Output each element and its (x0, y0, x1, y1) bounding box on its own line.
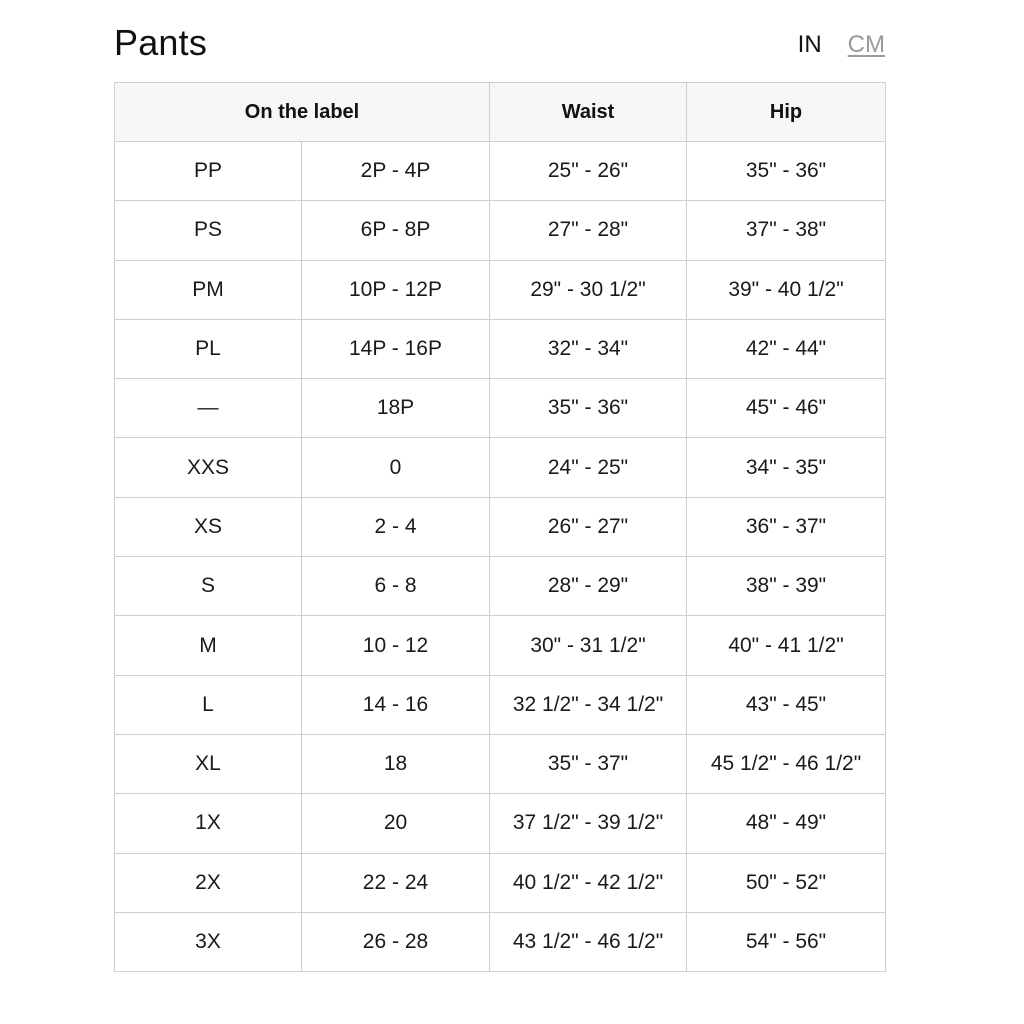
table-row (115, 260, 886, 319)
page-title: Pants (114, 22, 208, 63)
unit-in-option[interactable]: IN (797, 31, 822, 58)
cell-hip: 39" - 40 1/2" (687, 260, 886, 319)
cell-numeric-size: 10 - 12 (302, 616, 490, 675)
cell-numeric-size: 14 - 16 (302, 675, 490, 734)
cell-numeric-size: 10P - 12P (302, 260, 490, 319)
table-row (115, 438, 886, 497)
cell-size: XL (115, 734, 302, 793)
cell-size: 3X (115, 912, 302, 971)
cell-numeric-size: 6P - 8P (302, 201, 490, 260)
cell-hip: 45" - 46" (687, 379, 886, 438)
table-row (115, 616, 886, 675)
cell-numeric-size: 22 - 24 (302, 853, 490, 912)
cell-hip: 35" - 36" (687, 142, 886, 201)
cell-numeric-size: 6 - 8 (302, 557, 490, 616)
cell-waist: 32 1/2" - 34 1/2" (490, 675, 687, 734)
cell-hip: 43" - 45" (687, 675, 886, 734)
table-row (115, 912, 886, 971)
unit-cm-option[interactable]: CM (847, 31, 885, 58)
cell-size: PP (115, 142, 302, 201)
table-row (115, 794, 886, 853)
table-row (115, 201, 886, 260)
table-row (115, 497, 886, 556)
header-hip: Hip (687, 83, 886, 142)
cell-size: PL (115, 319, 302, 378)
header-on-the-label: On the label (115, 83, 490, 142)
cell-size: 2X (115, 853, 302, 912)
table-row (115, 319, 886, 378)
cell-hip: 48" - 49" (687, 794, 886, 853)
table-row (115, 675, 886, 734)
cell-hip: 38" - 39" (687, 557, 886, 616)
cell-size: S (115, 557, 302, 616)
cell-waist: 29" - 30 1/2" (490, 260, 687, 319)
header-waist: Waist (490, 83, 687, 142)
cell-hip: 42" - 44" (687, 319, 886, 378)
cell-waist: 27" - 28" (490, 201, 687, 260)
cell-waist: 35" - 37" (490, 734, 687, 793)
cell-waist: 43 1/2" - 46 1/2" (490, 912, 687, 971)
cell-waist: 40 1/2" - 42 1/2" (490, 853, 687, 912)
cell-size: 1X (115, 794, 302, 853)
cell-hip: 45 1/2" - 46 1/2" (687, 734, 886, 793)
cell-size: XS (115, 497, 302, 556)
table-row (115, 379, 886, 438)
cell-numeric-size: 2P - 4P (302, 142, 490, 201)
cell-hip: 54" - 56" (687, 912, 886, 971)
cell-waist: 35" - 36" (490, 379, 687, 438)
cell-size: PS (115, 201, 302, 260)
table-row (115, 142, 886, 201)
cell-size: XXS (115, 438, 302, 497)
cell-hip: 50" - 52" (687, 853, 886, 912)
cell-size: L (115, 675, 302, 734)
cell-numeric-size: 18 (302, 734, 490, 793)
table-row (115, 734, 886, 793)
cell-numeric-size: 0 (302, 438, 490, 497)
cell-hip: 36" - 37" (687, 497, 886, 556)
cell-size: M (115, 616, 302, 675)
cell-waist: 28" - 29" (490, 557, 687, 616)
cell-waist: 32" - 34" (490, 319, 687, 378)
table-row (115, 853, 886, 912)
table-header-row (115, 83, 886, 142)
cell-hip: 40" - 41 1/2" (687, 616, 886, 675)
cell-numeric-size: 14P - 16P (302, 319, 490, 378)
cell-numeric-size: 18P (302, 379, 490, 438)
cell-waist: 26" - 27" (490, 497, 687, 556)
cell-hip: 34" - 35" (687, 438, 886, 497)
table-row (115, 557, 886, 616)
cell-waist: 24" - 25" (490, 438, 687, 497)
cell-numeric-size: 20 (302, 794, 490, 853)
size-table (114, 82, 886, 972)
cell-numeric-size: 2 - 4 (302, 497, 490, 556)
cell-waist: 25" - 26" (490, 142, 687, 201)
cell-numeric-size: 26 - 28 (302, 912, 490, 971)
unit-toggle (798, 32, 885, 58)
cell-size: — (115, 379, 302, 438)
cell-size: PM (115, 260, 302, 319)
cell-hip: 37" - 38" (687, 201, 886, 260)
cell-waist: 30" - 31 1/2" (490, 616, 687, 675)
cell-waist: 37 1/2" - 39 1/2" (490, 794, 687, 853)
